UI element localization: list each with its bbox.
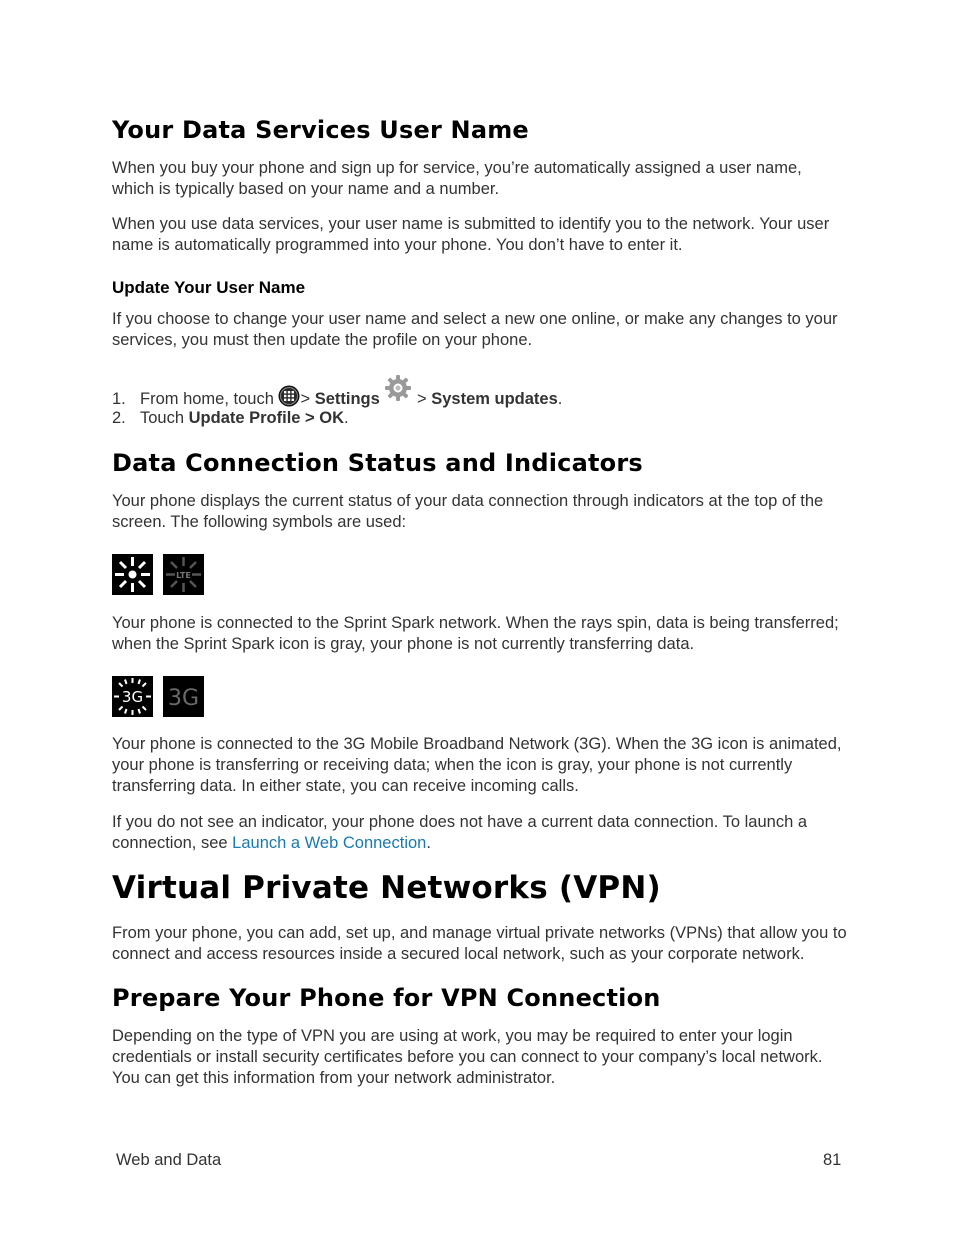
3g-active-icon [112,676,153,717]
footer-page-number: 81 [823,1151,842,1169]
heading-user-name: Your Data Services User Name [112,116,529,144]
footer-section-name: Web and Data [116,1151,222,1169]
3g-inactive-label: 3G [167,686,200,711]
step-text: From home, touch [140,390,274,408]
paragraph-vpn: From your phone, you can add, set up, and manage virtual private networks (VPNs) that allow you to connect and access resources inside a secured local network, such as your corporate network. [112,924,847,963]
sprint-spark-active-icon [112,554,153,595]
paragraph-update-user-name: If you choose to change your user name and select a new one online, or make any changes to your services, you must then update the profile on your phone. [112,310,838,349]
apps-icon [278,385,300,407]
step-period: . [344,409,349,427]
step-period: . [557,390,563,408]
paragraph-period: . [426,834,431,852]
step-1 [112,374,562,410]
step-separator: > [300,390,311,408]
heading-prepare-vpn: Prepare Your Phone for VPN Connection [112,984,661,1012]
step-2 [112,408,349,429]
paragraph-status-4 [112,812,847,854]
step-number: 1. [112,390,126,408]
3g-active-label: 3G [121,688,144,706]
3g-inactive-icon [163,676,204,717]
settings-gear-icon [384,374,412,402]
update-profile-label: Update Profile > OK [188,409,345,427]
heading-vpn: Virtual Private Networks (VPN) [112,870,661,906]
paragraph-user-name-2: When you use data services, your user name is submitted to identify you to the network. Your user name is automatically programmed into your phone. You don’t have to enter it. [112,215,830,254]
system-updates-label: System updates [431,390,558,408]
paragraph-user-name-1: When you buy your phone and sign up for service, you’re automatically assigned a user name, which is typically based on your name and a number. [112,159,802,198]
paragraph-status-2: Your phone is connected to the Sprint Spark network. When the rays spin, data is being transferred; when the Sprint Spark icon is gray, your phone is not currently transferring data. [112,614,839,653]
spark-icon-row [112,554,204,596]
step-number: 2. [112,409,126,427]
step-separator: > [417,390,427,408]
launch-web-connection-link[interactable]: Launch a Web Connection [232,834,427,852]
settings-label: Settings [314,390,380,408]
3g-icon-row [112,676,204,718]
step-text: Touch [140,409,185,427]
sprint-spark-inactive-icon [163,554,204,595]
paragraph-status-1: Your phone displays the current status of your data connection through indicators at the top of the screen. The following symbols are used: [112,492,824,531]
heading-status-indicators: Data Connection Status and Indicators [112,449,643,477]
paragraph-text: If you do not see an indicator, your phone does not have a current data connection. To launch a connection, see [112,813,808,852]
spark-lte-label: LTE [176,571,191,580]
paragraph-prepare-vpn: Depending on the type of VPN you are using at work, you may be required to enter your login credentials or install security certificates before you can connect to your company’s local network. You can get this information from your network administrator. [112,1027,823,1087]
paragraph-status-3: Your phone is connected to the 3G Mobile Broadband Network (3G). When the 3G icon is animated, your phone is transferring or receiving data; when the icon is gray, your phone is not currently transferring data. In either state, you can receive incoming calls. [112,735,842,795]
heading-update-user-name: Update Your User Name [112,278,306,297]
